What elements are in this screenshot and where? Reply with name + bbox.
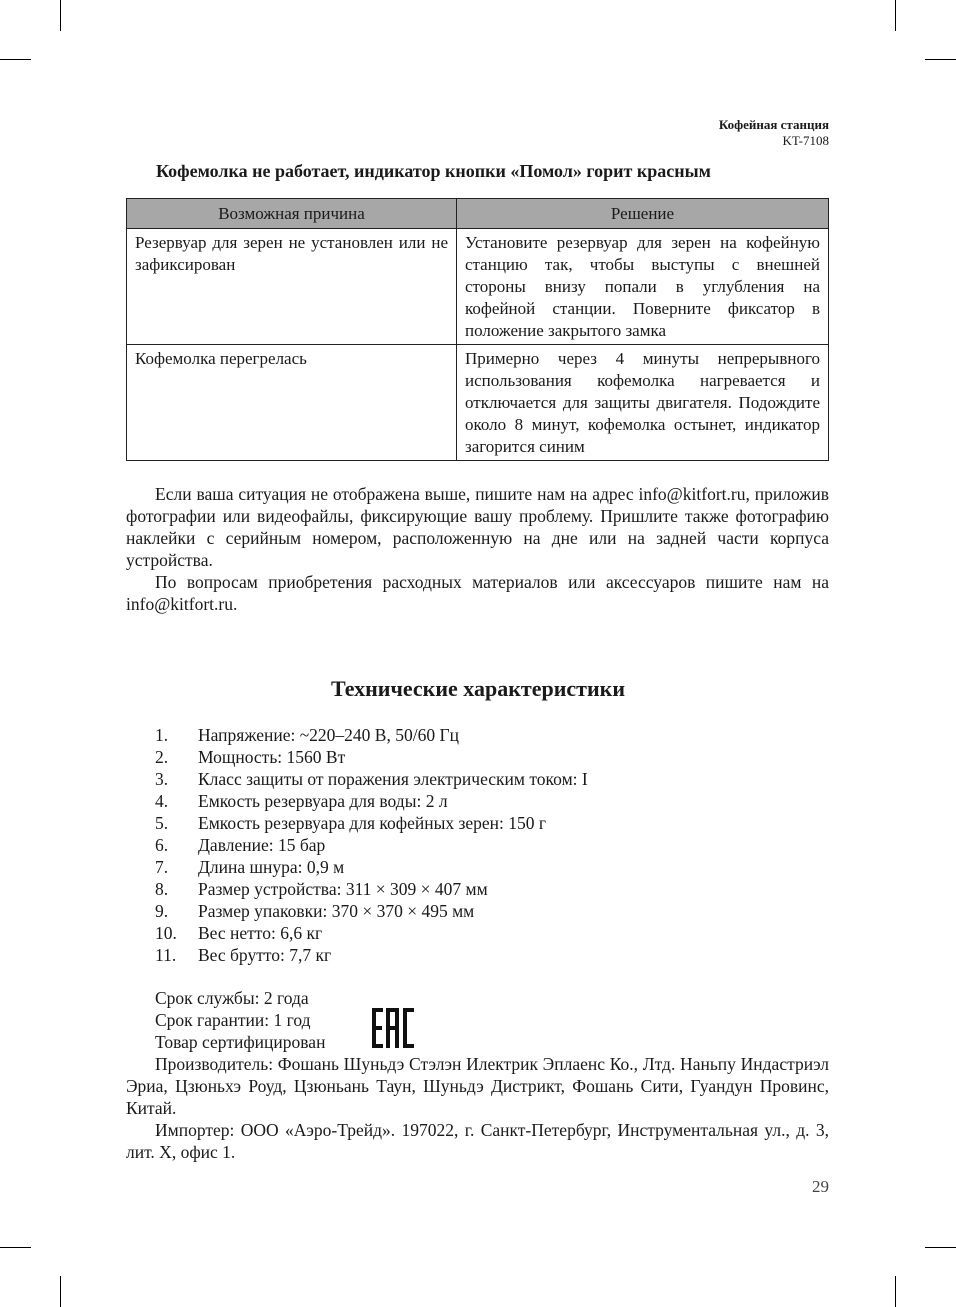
- crop-mark: [925, 1247, 956, 1248]
- list-item: 8. Размер устройства: 311 × 309 × 407 мм: [155, 879, 488, 899]
- list-item: 10. Вес нетто: 6,6 кг: [155, 923, 323, 943]
- running-header: [719, 117, 829, 149]
- table-row: [127, 345, 829, 461]
- specs-list: [155, 724, 588, 966]
- importer-paragraph: Импортер: ООО «Аэро-Трейд». 197022, г. Санкт-Петербург, Инструментальная ул., д. 3, лит. Х, офис 1.: [126, 1120, 829, 1162]
- solution-cell: Установите резервуар для зерен на кофейную станцию так, чтобы выступы с внешней стороны внизу попали в углубления на кофейной станции. Поверните фиксатор в положение закрытого замка: [457, 229, 829, 345]
- list-item: 9. Размер упаковки: 370 × 370 × 495 мм: [155, 901, 475, 921]
- crop-mark: [0, 59, 31, 60]
- column-header-solution: Решение: [457, 199, 829, 229]
- header-model: KT-7108: [782, 133, 829, 148]
- warranty-period: Срок гарантии: 1 год: [155, 1010, 311, 1030]
- accessories-paragraph: По вопросам приобретения расходных материалов или аксессуаров пишите нам на info@kitfort.ru.: [126, 572, 829, 614]
- service-life: Срок службы: 2 года: [155, 988, 309, 1008]
- crop-mark: [60, 1276, 61, 1307]
- table-row: [127, 229, 829, 345]
- list-item: 5. Емкость резервуара для кофейных зерен: 150 г: [155, 813, 547, 833]
- troubleshooting-table: [126, 198, 829, 461]
- contact-paragraph: Если ваша ситуация не отображена выше, пишите нам на адрес info@kitfort.ru, приложив фотографии или видеофайлы, фиксирующие вашу проблему. Пришлите также фотографию наклейки с серийным номером, расположенную на дне или на задней части корпуса устройства.: [126, 484, 829, 570]
- manufacturer-paragraph: Производитель: Фошань Шуньдэ Стэлэн Илектрик Эплаенс Ко., Лтд. Наньпу Индастриэл Эриа, Цзюньхэ Роуд, Цзюньань Таун, Шуньдэ Дистрикт, Фошань Сити, Гуандун Провинс, Китай.: [126, 1054, 829, 1118]
- crop-mark: [895, 1276, 896, 1307]
- solution-cell: Примерно через 4 минуты непрерывного использования кофемолка нагревается и отключается для защиты двигателя. Подождите около 8 минут, кофемолка остынет, индикатор загорится синим: [457, 345, 829, 461]
- list-item: 4. Емкость резервуара для воды: 2 л: [155, 791, 448, 811]
- list-item: 11. Вес брутто: 7,7 кг: [155, 945, 332, 965]
- header-product: Кофейная станция: [718, 117, 829, 132]
- cause-cell: Кофемолка перегрелась: [127, 345, 457, 461]
- specs-title: Технические характеристики: [330, 676, 626, 701]
- service-info: [155, 987, 325, 1053]
- list-item: 3. Класс защиты от поражения электрическим током: I: [155, 769, 588, 789]
- list-item: 2. Мощность: 1560 Вт: [155, 747, 346, 767]
- crop-mark: [925, 59, 956, 60]
- cause-cell: Резервуар для зерен не установлен или не зафиксирован: [127, 229, 457, 345]
- troubleshooting-title: Кофемолка не работает, индикатор кнопки «Помол» горит красным: [156, 161, 711, 181]
- list-item: 6. Давление: 15 бар: [155, 835, 326, 855]
- crop-mark: [0, 1247, 31, 1248]
- column-header-cause: Возможная причина: [127, 199, 457, 229]
- eac-mark-icon: [372, 1008, 414, 1048]
- list-item: 1. Напряжение: ~220–240 В, 50/60 Гц: [155, 725, 459, 745]
- crop-mark: [895, 0, 896, 31]
- page-number: 29: [812, 1177, 829, 1196]
- list-item: 7. Длина шнура: 0,9 м: [155, 857, 345, 877]
- crop-mark: [60, 0, 61, 31]
- certified-note: Товар сертифицирован: [155, 1032, 326, 1052]
